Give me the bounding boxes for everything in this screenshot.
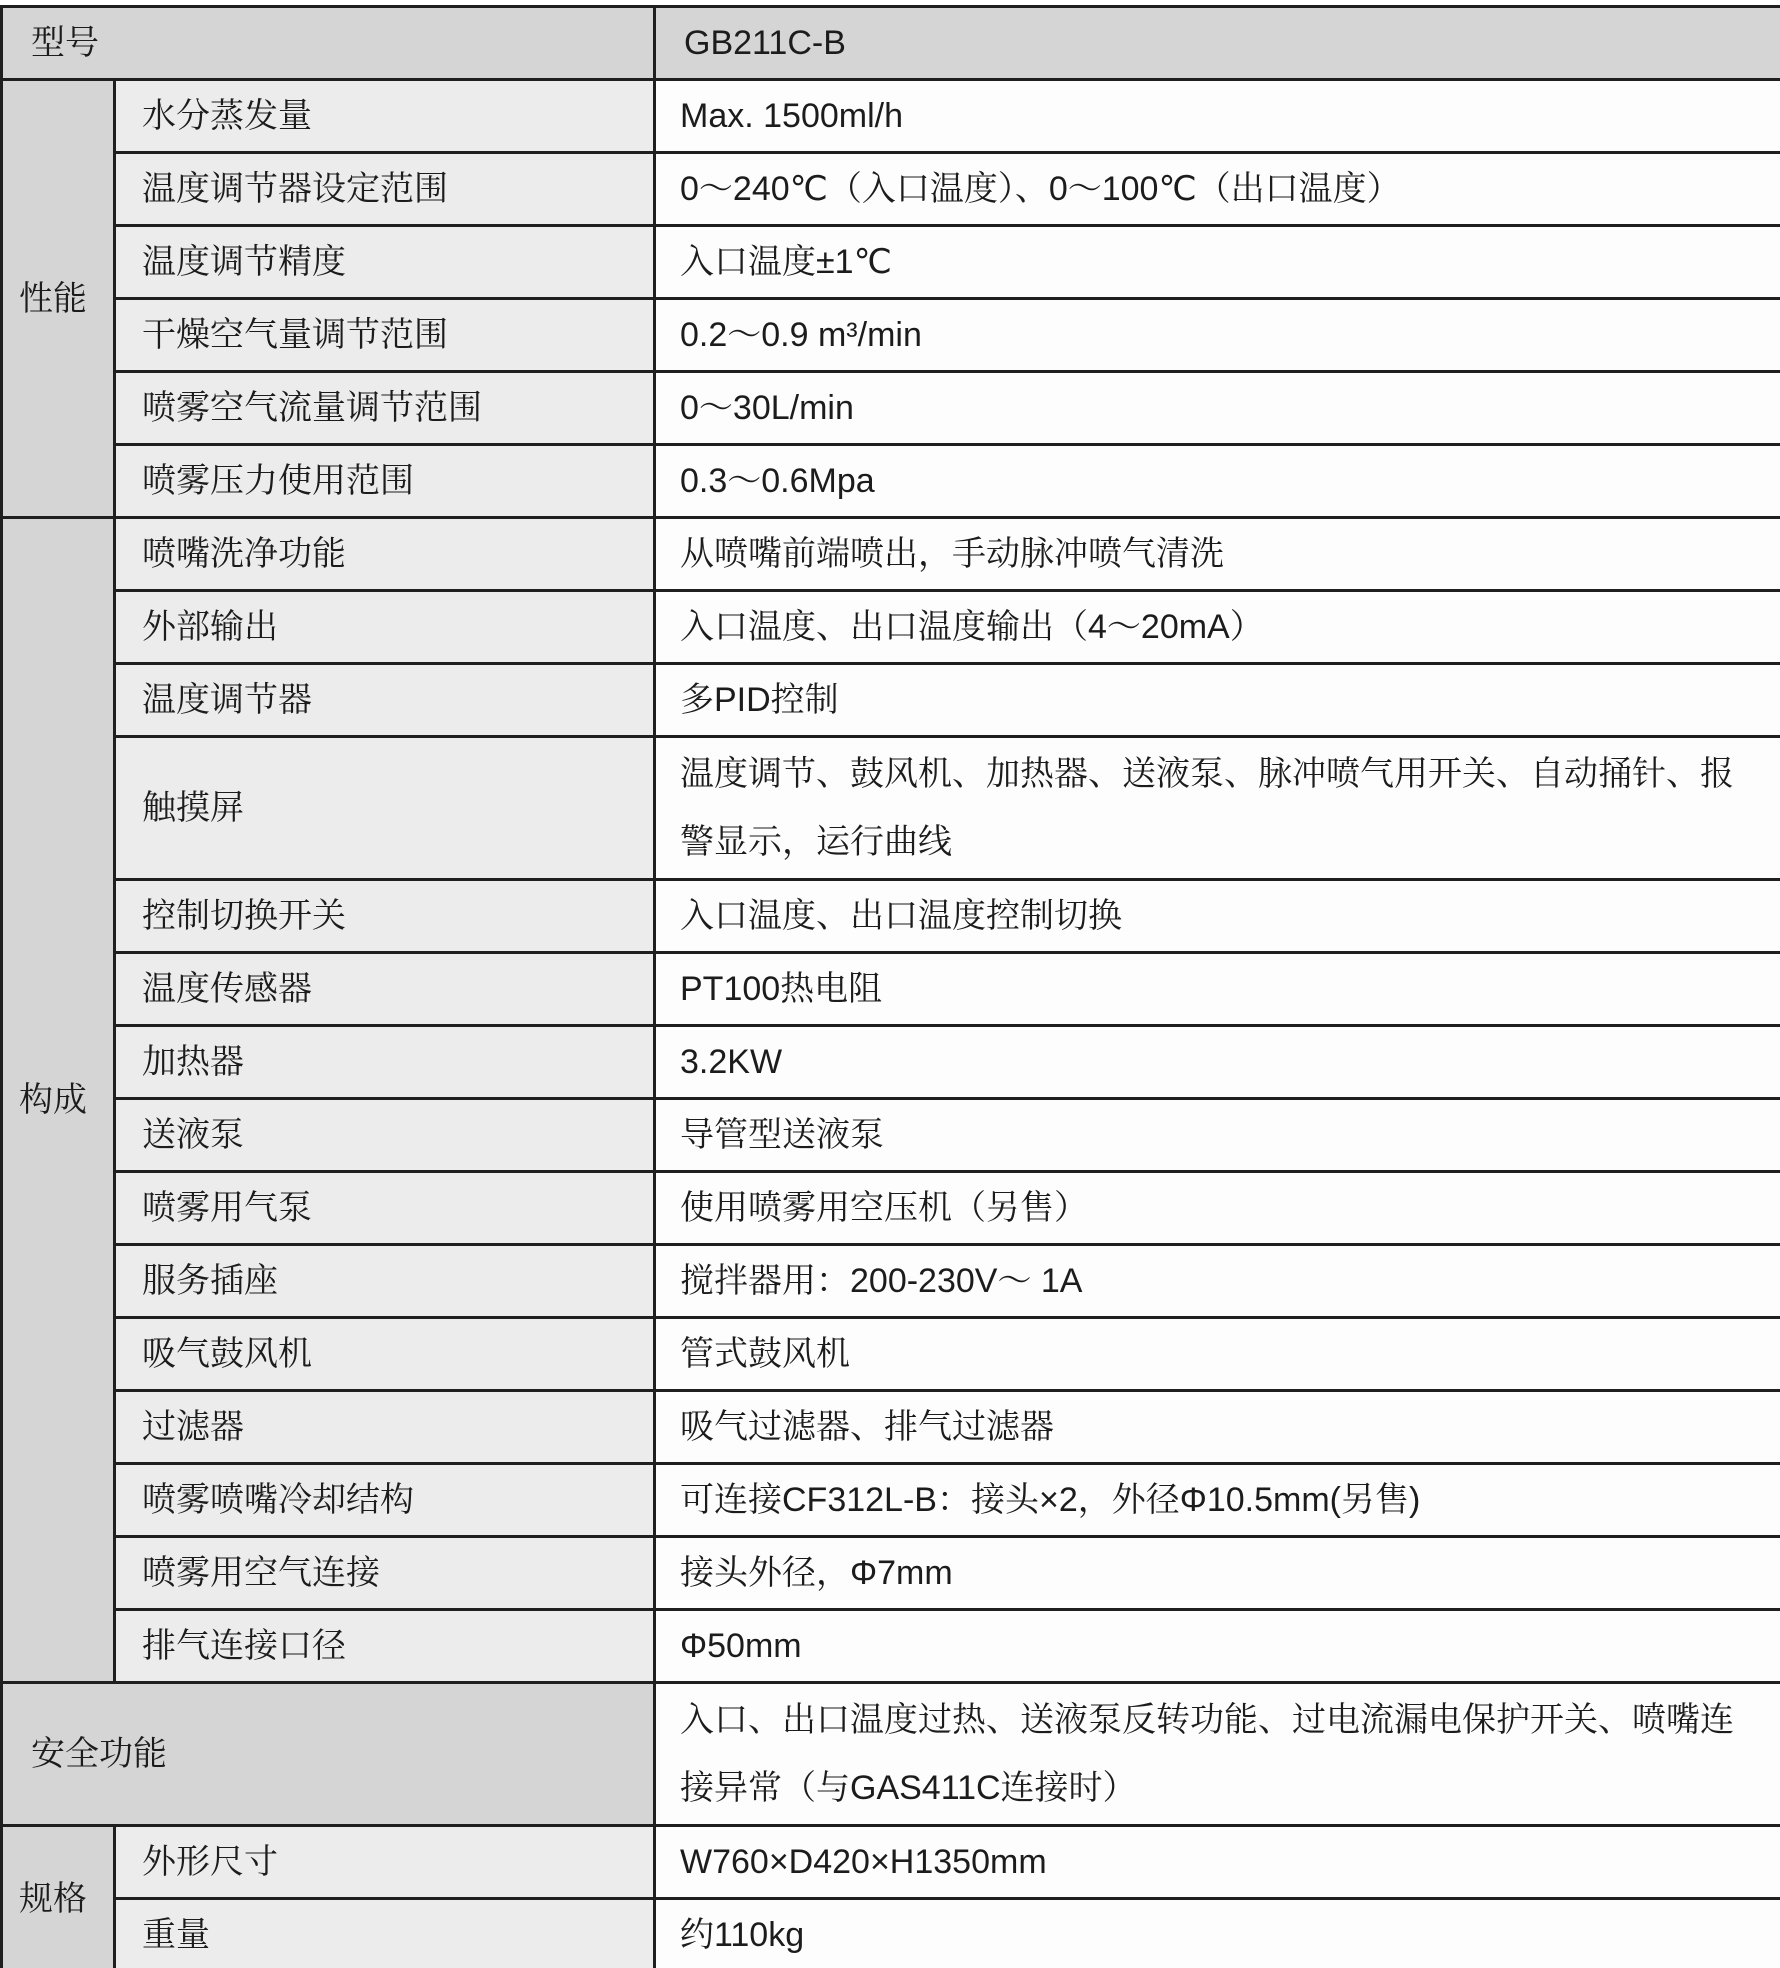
row-label: 外部输出: [115, 591, 655, 664]
table-row: [2, 737, 1780, 880]
table-row: [2, 880, 1780, 953]
safety-row: [2, 1683, 1780, 1826]
row-value: 可连接CF312L-B：接头×2，外径Φ10.5mm(另售): [655, 1464, 1780, 1537]
table-row: [2, 372, 1780, 445]
table-row: [2, 664, 1780, 737]
row-value: 0.2～0.9 m³/min: [655, 299, 1780, 372]
row-value: 约110kg: [655, 1899, 1780, 1968]
row-label: 喷雾用气泵: [115, 1172, 655, 1245]
row-label: 送液泵: [115, 1099, 655, 1172]
table-row: [2, 299, 1780, 372]
row-label: 控制切换开关: [115, 880, 655, 953]
table-row: [2, 1318, 1780, 1391]
spec-table: [0, 5, 1780, 1968]
table-row: [2, 1464, 1780, 1537]
row-value: 入口温度、出口温度输出（4～20mA）: [655, 591, 1780, 664]
table-row: [2, 1172, 1780, 1245]
row-label: 温度调节器设定范围: [115, 153, 655, 226]
table-row: [2, 1610, 1780, 1683]
row-value: 导管型送液泵: [655, 1099, 1780, 1172]
row-value: 多PID控制: [655, 664, 1780, 737]
table-row: [2, 1026, 1780, 1099]
table-row: [2, 226, 1780, 299]
row-value: PT100热电阻: [655, 953, 1780, 1026]
model-label: 型号: [2, 7, 655, 80]
row-label: 喷雾喷嘴冷却结构: [115, 1464, 655, 1537]
table-row: [2, 1899, 1780, 1968]
table-row: [2, 953, 1780, 1026]
row-value: 0～30L/min: [655, 372, 1780, 445]
table-row: [2, 1245, 1780, 1318]
row-value: Max. 1500ml/h: [655, 80, 1780, 153]
table-row: [2, 1099, 1780, 1172]
table-row: [2, 1537, 1780, 1610]
row-label: 温度调节器: [115, 664, 655, 737]
row-value: 入口温度、出口温度控制切换: [655, 880, 1780, 953]
row-label: 过滤器: [115, 1391, 655, 1464]
row-value: 搅拌器用：200-230V～ 1A: [655, 1245, 1780, 1318]
table-row: [2, 80, 1780, 153]
group-composition: 构成: [2, 518, 115, 1683]
row-value: 使用喷雾用空压机（另售）: [655, 1172, 1780, 1245]
row-label: 喷雾压力使用范围: [115, 445, 655, 518]
safety-value: 入口、出口温度过热、送液泵反转功能、过电流漏电保护开关、喷嘴连接异常（与GAS411C连接时）: [655, 1683, 1780, 1826]
row-label: 触摸屏: [115, 737, 655, 880]
row-value: 吸气过滤器、排气过滤器: [655, 1391, 1780, 1464]
row-label: 温度传感器: [115, 953, 655, 1026]
row-label: 加热器: [115, 1026, 655, 1099]
row-value: 0.3～0.6Mpa: [655, 445, 1780, 518]
row-label: 喷雾空气流量调节范围: [115, 372, 655, 445]
row-label: 吸气鼓风机: [115, 1318, 655, 1391]
table-row: [2, 1391, 1780, 1464]
safety-label: 安全功能: [2, 1683, 655, 1826]
row-label: 水分蒸发量: [115, 80, 655, 153]
row-value: 入口温度±1℃: [655, 226, 1780, 299]
model-row: [2, 7, 1780, 80]
row-value: 接头外径，Φ7mm: [655, 1537, 1780, 1610]
row-value: 3.2KW: [655, 1026, 1780, 1099]
model-value: GB211C-B: [655, 7, 1780, 80]
row-value: 0～240℃（入口温度）、0～100℃（出口温度）: [655, 153, 1780, 226]
row-value: W760×D420×H1350mm: [655, 1826, 1780, 1899]
row-label: 温度调节精度: [115, 226, 655, 299]
row-value: 管式鼓风机: [655, 1318, 1780, 1391]
group-performance: 性能: [2, 80, 115, 518]
group-spec: 规格: [2, 1826, 115, 1968]
row-label: 外形尺寸: [115, 1826, 655, 1899]
row-label: 服务插座: [115, 1245, 655, 1318]
table-row: [2, 153, 1780, 226]
row-label: 重量: [115, 1899, 655, 1968]
table-row: [2, 591, 1780, 664]
row-value: 从喷嘴前端喷出，手动脉冲喷气清洗: [655, 518, 1780, 591]
row-value: Φ50mm: [655, 1610, 1780, 1683]
row-label: 排气连接口径: [115, 1610, 655, 1683]
table-row: [2, 518, 1780, 591]
table-row: [2, 1826, 1780, 1899]
table-row: [2, 445, 1780, 518]
row-label: 喷雾用空气连接: [115, 1537, 655, 1610]
row-value: 温度调节、鼓风机、加热器、送液泵、脉冲喷气用开关、自动捅针、报警显示，运行曲线: [655, 737, 1780, 880]
row-label: 喷嘴洗净功能: [115, 518, 655, 591]
row-label: 干燥空气量调节范围: [115, 299, 655, 372]
